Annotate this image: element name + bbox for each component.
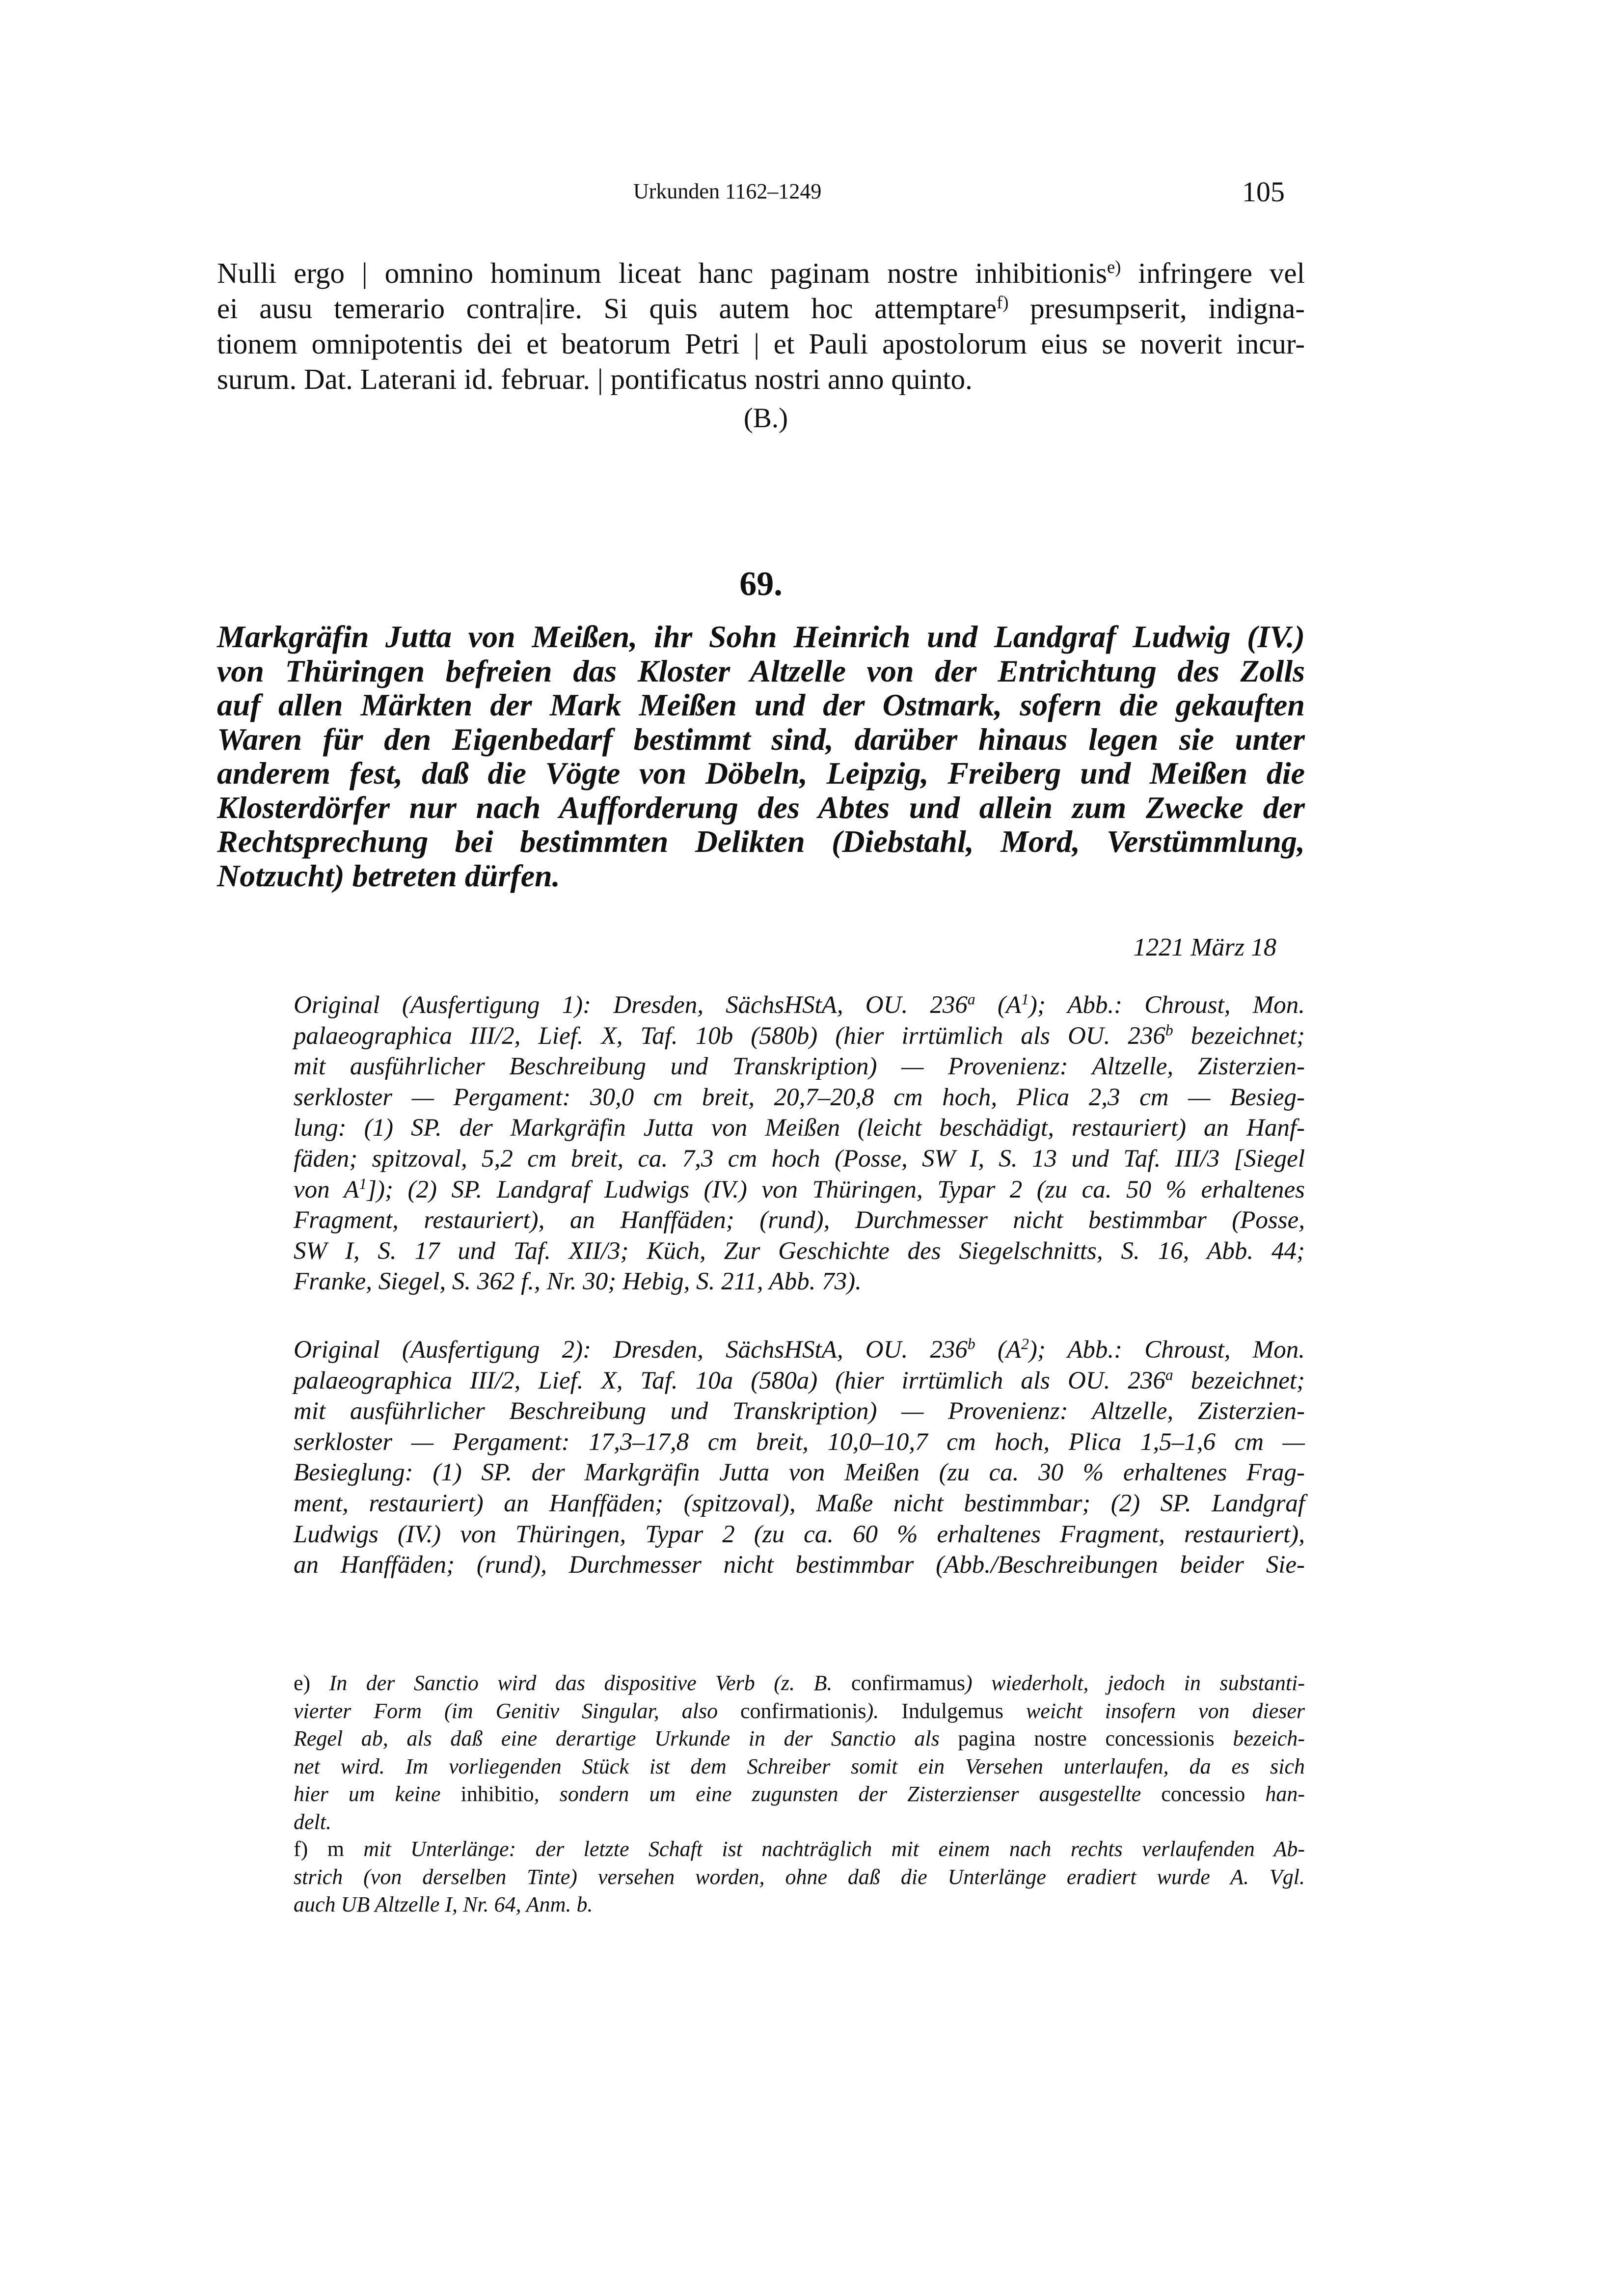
footnote-line: hier um keine inhibitio, sondern um eine zugunsten der Zisterzienser ausgestellte concessio han- [294,1782,1305,1806]
tradition-line: von $A^1$]); (2) SP. Landgraf Ludwigs (IV.) von Thüringen, Typar 2 (zu ca. 50 % erhaltenes [294,1175,1305,1203]
footnote-line: Regel ab, als daß eine derartige Urkunde in der Sanctio als pagina nostre concessionis bezeich- [294,1726,1305,1750]
tradition-line: Besieglung: (1) SP. der Markgräfin Jutta von Meißen (zu ca. 30 % erhaltenes Frag- [294,1459,1305,1487]
regest-line: Notzucht) betreten dürfen. [217,858,560,893]
footnote-e [294,1669,1305,1836]
footnote-line: strich (von derselben Tinte) versehen worden, ohne daß die Unterlänge eradiert wurde A. Vgl. [294,1864,1305,1889]
tradition-line: serkloster — Pergament: 17,3–17,8 cm breit, 10,0–10,7 cm hoch, Plica 1,5–1,6 cm — [294,1428,1305,1456]
sanctio-paragraph [217,255,1305,397]
tradition-line: palaeographica III/2, Lief. X, Taf. 10a (580a) (hier irrtümlich als OU. 236$^a$ bezeichnet; [294,1366,1305,1394]
tradition-line: Original (Ausfertigung 1): Dresden, SächsHStA, OU. 236$^a$ $(A^1)$; Abb.: Chroust, Mon. [294,990,1305,1019]
regest-line: von Thüringen befreien das Kloster Altzelle von der Entrichtung des Zolls [217,653,1305,688]
tradition-line: ment, restauriert) an Hanffäden; (spitzoval), Maße nicht bestimmbar; (2) SP. Landgraf [294,1489,1305,1517]
tradition-line: Original (Ausfertigung 2): Dresden, SächsHStA, OU. 236$^b$ $(A^2)$; Abb.: Chroust, Mon. [294,1335,1305,1364]
regest-line: Waren für den Eigenbedarf bestimmt sind, darüber hinaus legen sie unter [217,721,1305,757]
footnote-line: net wird. Im vorliegenden Stück ist dem Schreiber somit ein Versehen unterlaufen, da es sich [294,1754,1305,1778]
tradition-original-1 [294,990,1305,1297]
footnote-label: e) [294,1671,311,1695]
footnote-line: auch UB Altzelle I, Nr. 64, Anm. b. [294,1892,593,1916]
tradition-line: mit ausführlicher Beschreibung und Transkription) — Provenienz: Altzelle, Zisterzien- [294,1053,1305,1081]
tradition-line: Fragment, restauriert), an Hanffäden; (rund), Durchmesser nicht bestimmbar (Posse, [294,1206,1305,1234]
tradition-line: palaeographica III/2, Lief. X, Taf. 10b (580b) (hier irrtümlich als OU. 236$^b$ bezeichnet; [294,1021,1305,1050]
sanctio-line: surum. Dat. Laterani id. februar. | pontificatus nostri anno quinto. [217,363,973,395]
footnote-line: delt. [294,1809,331,1834]
footnote-label: f) [294,1837,308,1861]
tradition-line: an Hanffäden; (rund), Durchmesser nicht bestimmbar (Abb./Beschreibungen beider Sie- [294,1551,1305,1579]
regest-line: Klosterdörfer nur nach Aufforderung des Abtes und allein zum Zwecke der [217,790,1305,825]
regest-line: Markgräfin Jutta von Meißen, ihr Sohn Heinrich und Landgraf Ludwig (IV.) [217,619,1305,654]
tradition-line: Ludwigs (IV.) von Thüringen, Typar 2 (zu ca. 60 % erhaltenes Fragment, restauriert), [294,1520,1305,1548]
footnote-ref-e: e) [1107,256,1121,277]
tradition-original-2 [294,1335,1305,1581]
tradition-line: mit ausführlicher Beschreibung und Transkription) — Provenienz: Altzelle, Zisterzien- [294,1397,1305,1425]
document-number: 69. [739,565,783,603]
regest-line: anderem fest, daß die Vögte von Döbeln, Leipzig, Freiberg und Meißen die [217,756,1305,791]
sigla: (B.) [743,403,788,434]
page-number: 105 [1242,176,1285,208]
tradition-line: lung: (1) SP. der Markgräfin Jutta von Meißen (leicht beschädigt, restauriert) an Hanf- [294,1114,1305,1142]
footnote-line: e) In der Sanctio wird das dispositive Verb (z. B. confirmamus) wiederholt, jedoch in substanti- [294,1671,1305,1695]
tradition-line: Franke, Siegel, S. 362 f., Nr. 30; Hebig, S. 211, Abb. 73). [294,1268,862,1296]
tradition-line: serkloster — Pergament: 30,0 cm breit, 20,7–20,8 cm hoch, Plica 2,3 cm — Besieg- [294,1083,1305,1111]
document-date: 1221 März 18 [1133,933,1276,961]
footnote-line: f) m mit Unterlänge: der letzte Schaft ist nachträglich mit einem nach rechts verlaufenden Ab- [294,1837,1305,1861]
regest-line: auf allen Märkten der Mark Meißen und der Ostmark, sofern die gekauften [217,687,1305,722]
regest-line: Rechtsprechung bei bestimmten Delikten (Diebstahl, Mord, Verstümmlung, [217,824,1305,859]
sanctio-line: ei ausu temerario contra|ire. Si quis autem hoc attemptare$^{f)}$ presumpserit, indigna- [217,292,1305,325]
sanctio-line: tionem omnipotentis dei et beatorum Petri | et Pauli apostolorum eius se noverit incur- [217,328,1305,360]
footnote-f [294,1835,1305,1919]
tradition-line: fäden; spitzoval, 5,2 cm breit, ca. 7,3 cm hoch (Posse, SW I, S. 13 und Taf. III/3 [Siegel [294,1145,1305,1173]
sanctio-line: Nulli ergo | omnino hominum liceat hanc paginam nostre inhibitionis$^{e)}$ infringere vel [217,256,1305,289]
regest-heading [217,620,1305,893]
footnote-line: vierter Form (im Genitiv Singular, also confirmationis). Indulgemus weicht insofern von dieser [294,1698,1305,1723]
tradition-line: SW I, S. 17 und Taf. XII/3; Küch, Zur Geschichte des Siegelschnitts, S. 16, Abb. 44; [294,1237,1305,1265]
running-head-title: Urkunden 1162–1249 [633,179,822,203]
running-head [0,177,1622,211]
footnote-ref-f: f) [997,292,1009,312]
